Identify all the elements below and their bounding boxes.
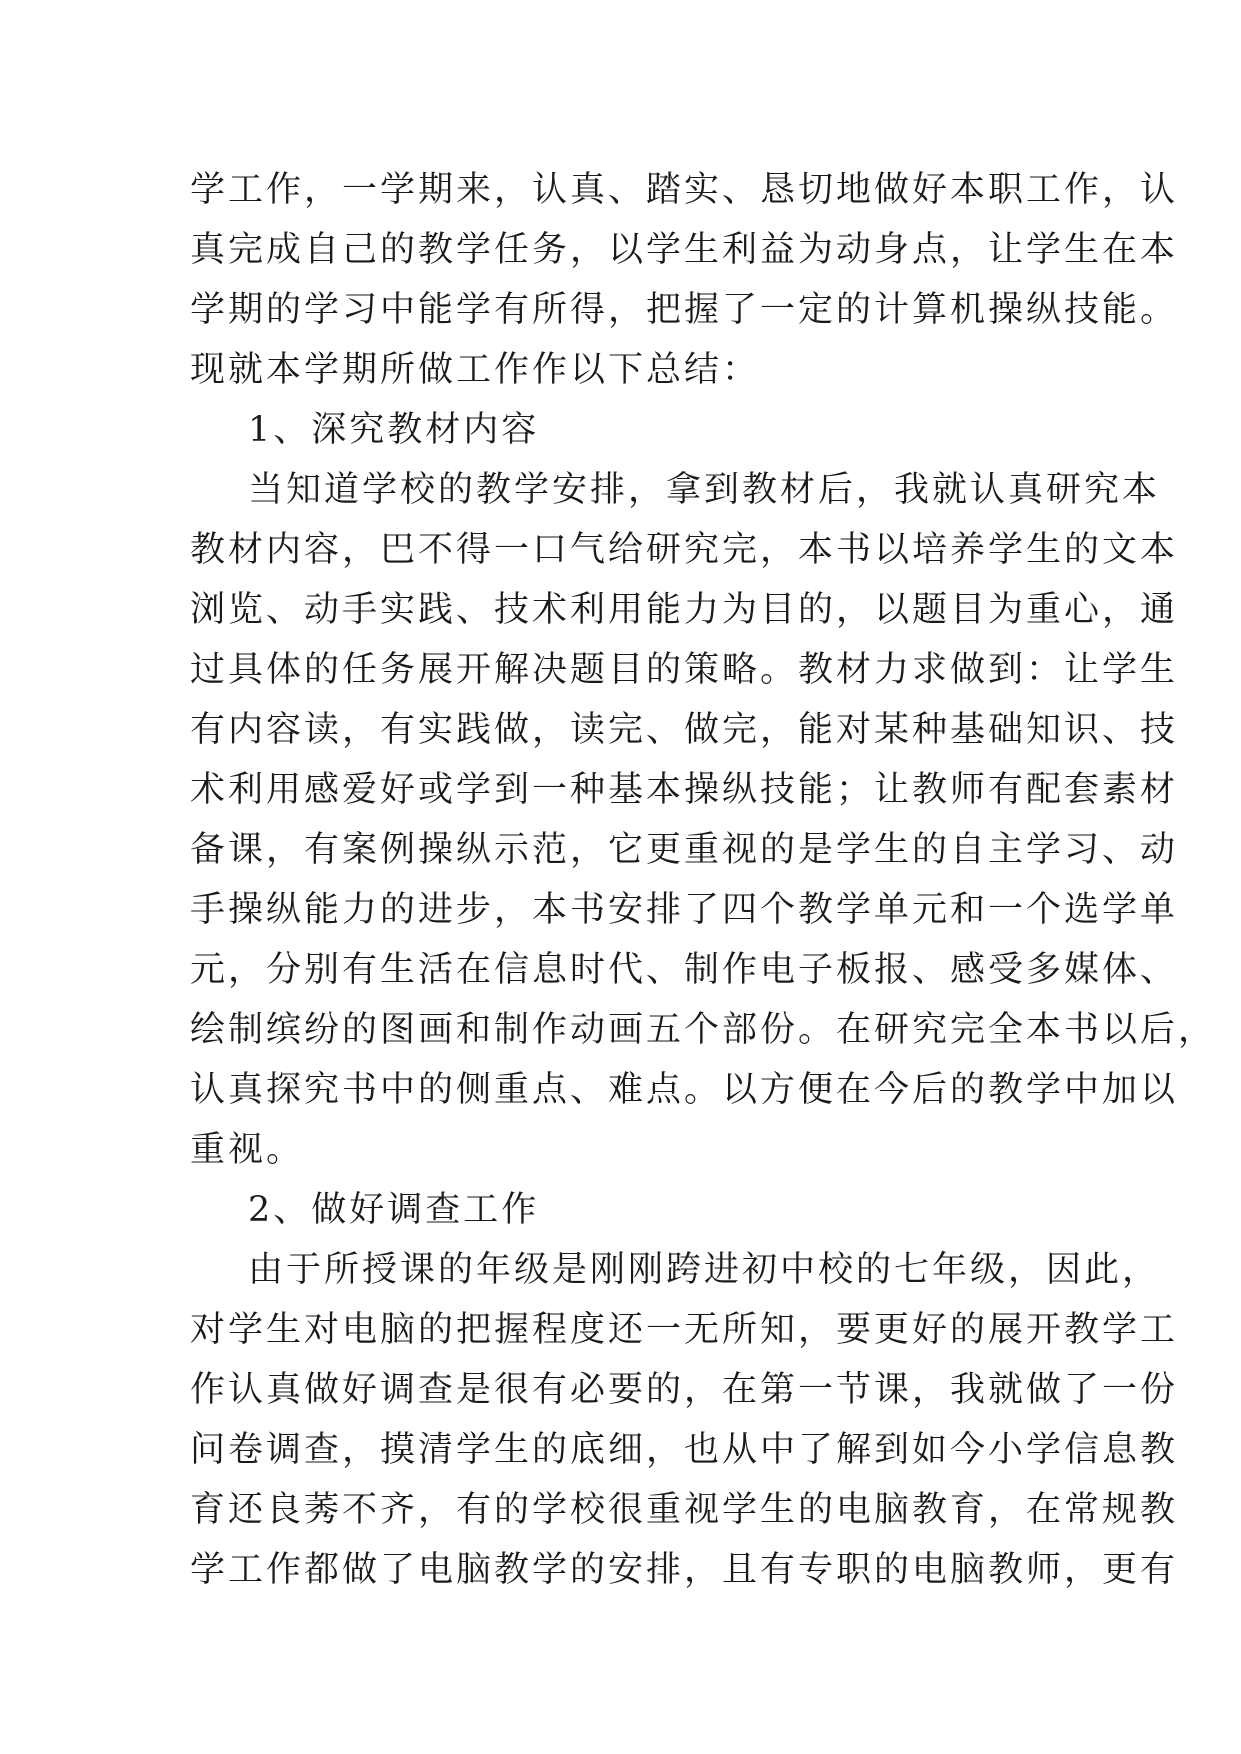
- text-line: 当知道学校的教学安排，拿到教材后，我就认真研究本: [248, 470, 1161, 510]
- text-line: 现就本学期所做工作作以下总结：: [190, 350, 761, 390]
- text-line: 有内容读，有实践做，读完、做完，能对某种基础知识、技: [190, 710, 1179, 750]
- text-line: 过具体的任务展开解决题目的策略。教材力求做到：让学生: [190, 650, 1179, 690]
- text-line: 认真探究书中的侧重点、难点。以方便在今后的教学中加以: [190, 1070, 1179, 1110]
- text-line: 作认真做好调查是很有必要的，在第一节课，我就做了一份: [190, 1370, 1179, 1410]
- text-line: 备课，有案例操纵示范，它更重视的是学生的自主学习、动: [190, 830, 1179, 870]
- document-body: [190, 160, 1217, 1600]
- text-line: 重视。: [190, 1130, 305, 1170]
- text-line: 学期的学习中能学有所得，把握了一定的计算机操纵技能。: [190, 290, 1179, 330]
- text-line: 教材内容，巴不得一口气给研究完，本书以培养学生的文本: [190, 530, 1179, 570]
- text-line: 术利用感爱好或学到一种基本操纵技能；让教师有配套素材: [190, 770, 1179, 810]
- text-line: 浏览、动手实践、技术利用能力为目的，以题目为重心，通: [190, 590, 1179, 630]
- text-line: 手操纵能力的进步，本书安排了四个教学单元和一个选学单: [190, 890, 1179, 930]
- text-line: 问卷调查，摸清学生的底细，也从中了解到如今小学信息教: [190, 1430, 1179, 1470]
- text-line: 2、做好调查工作: [248, 1190, 540, 1230]
- text-line: 学工作都做了电脑教学的安排，且有专职的电脑教师，更有: [190, 1550, 1179, 1590]
- text-line: 对学生对电脑的把握程度还一无所知，要更好的展开教学工: [190, 1310, 1179, 1350]
- text-line: 元，分别有生活在信息时代、制作电子板报、感受多媒体、: [190, 950, 1179, 990]
- text-line: 育还良莠不齐，有的学校很重视学生的电脑教育，在常规教: [190, 1490, 1179, 1530]
- text-line: 1、深究教材内容: [248, 410, 540, 450]
- text-line: 由于所授课的年级是刚刚跨进初中校的七年级，因此，: [248, 1250, 1161, 1290]
- text-line: 学工作，一学期来，认真、踏实、恳切地做好本职工作，认: [190, 170, 1179, 210]
- text-line: 真完成自己的教学任务，以学生利益为动身点，让学生在本: [190, 230, 1179, 270]
- text-line: 绘制缤纷的图画和制作动画五个部份。在研究完全本书以后，: [190, 1010, 1217, 1050]
